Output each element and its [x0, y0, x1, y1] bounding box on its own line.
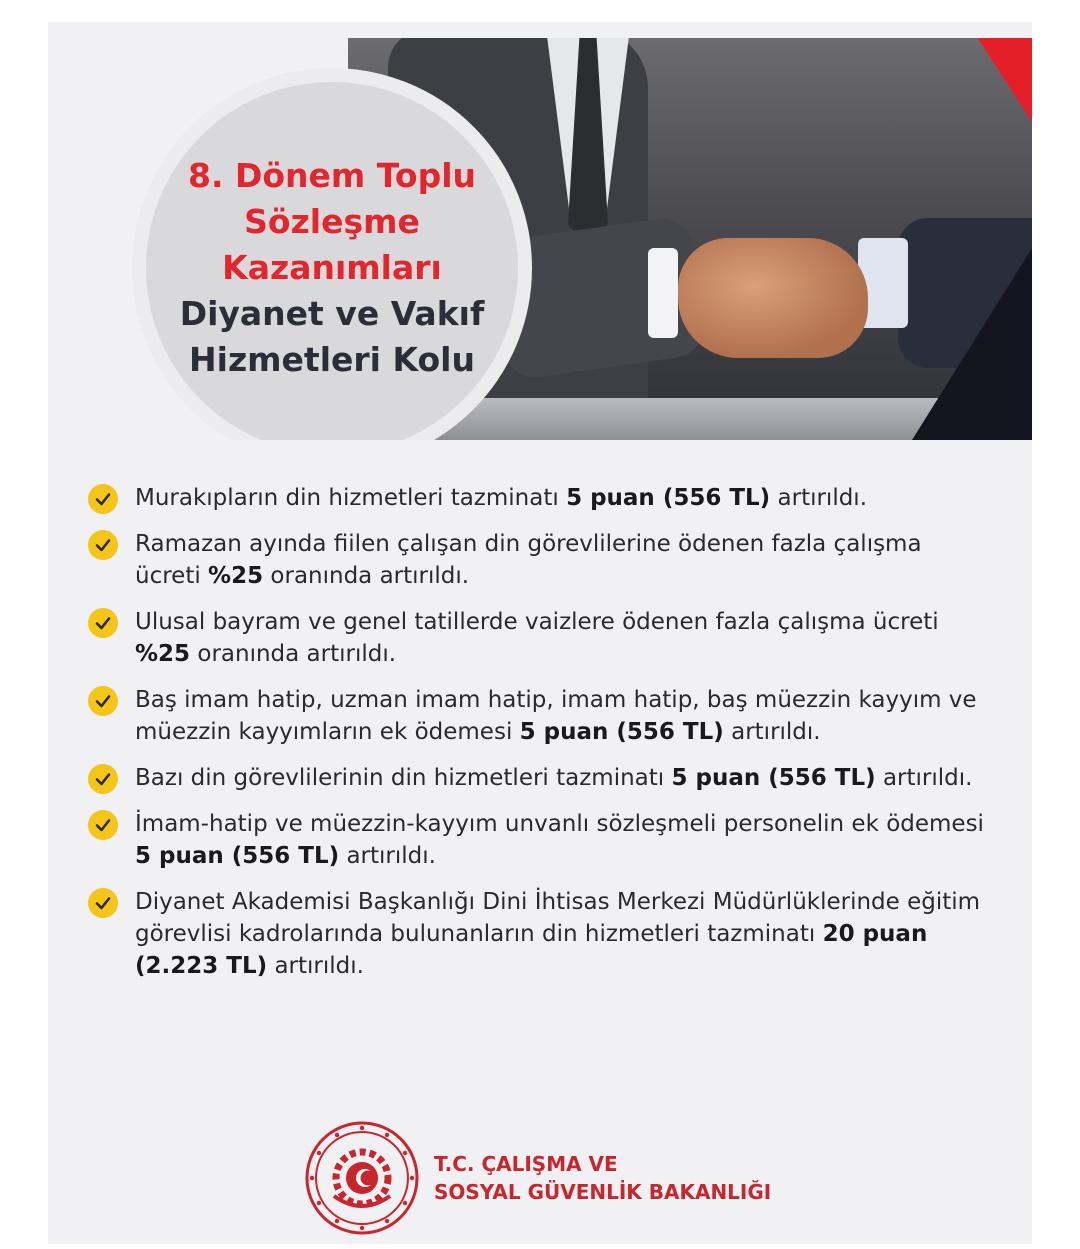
- list-item: [88, 762, 988, 794]
- hero-banner: [48, 38, 1032, 440]
- list-item: [88, 482, 988, 514]
- ministry-name-line-1: T.C. ÇALIŞMA VE: [434, 1152, 618, 1176]
- gains-list: [88, 482, 988, 996]
- list-item-text: İmam-hatip ve müezzin-kayyım unvanlı sözleşmeli personelin ek ödemesi 5 puan (556 TL) artırıldı.: [135, 811, 984, 869]
- check-circle-icon: [88, 810, 118, 840]
- title-line-3: Kazanımları: [222, 248, 442, 287]
- check-circle-icon: [88, 484, 118, 514]
- list-item-text: Ramazan ayında fiilen çalışan din görevlilerine ödenen fazla çalışma ücreti %25 oranında artırıldı.: [135, 531, 922, 589]
- check-circle-icon: [88, 888, 118, 918]
- list-item-text: Diyanet Akademisi Başkanlığı Dini İhtisas Merkezi Müdürlüklerinde eğitim görevlisi kadrolarında bulunanların din hizmetleri tazminatı 20 puan (2.223 TL) artırıldı.: [135, 889, 981, 979]
- list-item: [88, 886, 988, 982]
- subtitle-line-1: Diyanet ve Vakıf: [179, 294, 485, 333]
- check-circle-icon: [88, 530, 118, 560]
- ministry-name-line-2: SOSYAL GÜVENLİK BAKANLIĞI: [434, 1180, 772, 1204]
- check-circle-icon: [88, 608, 118, 638]
- list-item-text: Ulusal bayram ve genel tatillerde vaizlere ödenen fazla çalışma ücreti %25 oranında artırıldı.: [135, 609, 939, 667]
- ministry-emblem-icon: [304, 1120, 420, 1236]
- list-item: [88, 606, 988, 670]
- ministry-footer: [304, 1120, 771, 1236]
- title-line-2: Sözleşme: [244, 202, 420, 241]
- check-circle-icon: [88, 764, 118, 794]
- list-item: [88, 808, 988, 872]
- subtitle-line-2: Hizmetleri Kolu: [189, 340, 475, 379]
- list-item-text: Murakıpların din hizmetleri tazminatı 5 puan (556 TL) artırıldı.: [135, 485, 868, 511]
- list-item-text: Bazı din görevlilerinin din hizmetleri tazminatı 5 puan (556 TL) artırıldı.: [135, 765, 973, 791]
- check-circle-icon: [88, 686, 118, 716]
- list-item: [88, 528, 988, 592]
- list-item: [88, 684, 988, 748]
- title-line-1: 8. Dönem Toplu: [187, 156, 477, 195]
- list-item-text: Baş imam hatip, uzman imam hatip, imam hatip, baş müezzin kayyım ve müezzin kayyımların ek ödemesi 5 puan (556 TL) artırıldı.: [135, 687, 977, 745]
- ministry-name: [434, 1150, 771, 1206]
- infographic-card: [48, 22, 1032, 1244]
